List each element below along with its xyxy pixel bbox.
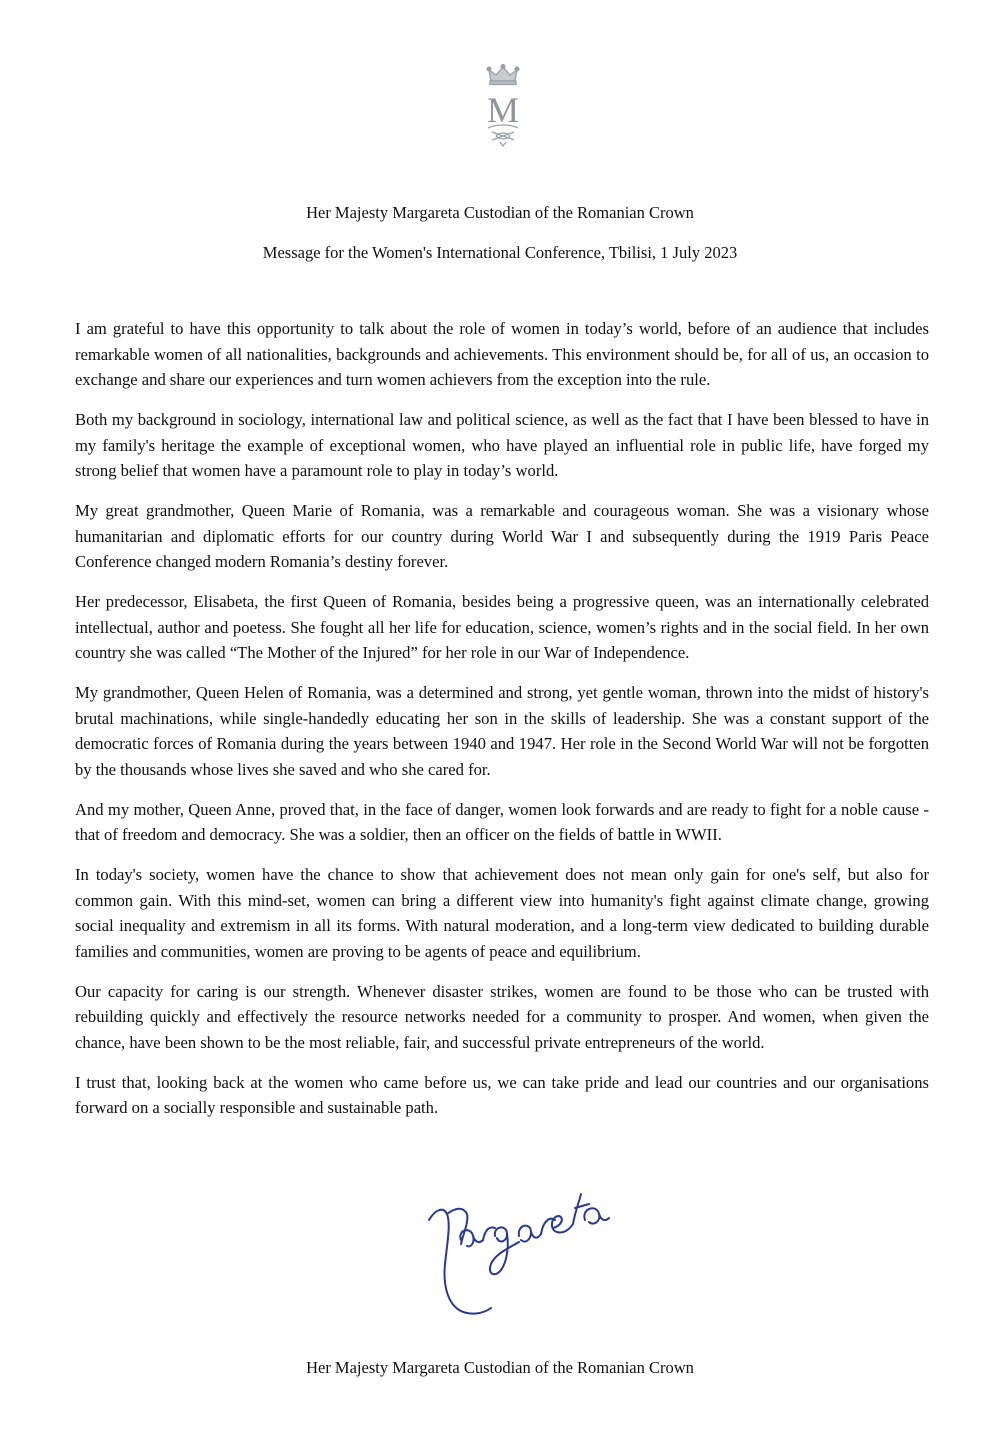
royal-monogram-logo <box>474 64 532 150</box>
paragraph: I trust that, looking back at the women who came before us, we can take pride and lead our countries and our organisations forward on a socially responsible and sustainable path. <box>75 1072 929 1117</box>
header-subtitle: Message for the Women's International Conference, Tbilisi, 1 July 2023 <box>262 243 738 262</box>
paragraph: Her predecessor, Elisabeta, the first Queen of Romania, besides being a progressive queen, was an internationally celebrated intellectual, author and poetess. She fought all her life for education, science, women’s rights and in the social field. In her own country she was called “The Mother of the Injured” for her role in our War of Independence. <box>75 592 929 662</box>
handwritten-signature <box>425 1184 610 1322</box>
paragraph: In today's society, women have the chance to show that achievement does not mean only gain for one's self, but also for common gain. With this mind-set, women can bring a different view into humanity's fight against climate change, growing social inequality and extremism in all its forms. With natural moderation, and a long-term view dedicated to building durable families and communities, women are proving to be agents of peace and equilibrium. <box>75 865 929 961</box>
closing-signature-line: Her Majesty Margareta Custodian of the Romanian Crown <box>306 1358 694 1377</box>
letter-body <box>75 316 929 1135</box>
paragraph: And my mother, Queen Anne, proved that, in the face of danger, women look forwards and are ready to fight for a noble cause - that of freedom and democracy. She was a soldier, then an officer on the fields of battle in WWII. <box>75 799 929 844</box>
paragraph: Both my background in sociology, international law and political science, as well as the fact that I have been blessed to have in my family's heritage the example of exceptional women, who have played an influential role in public life, have forged my strong belief that women have a paramount role to play in today’s world. <box>75 410 929 480</box>
header-title: Her Majesty Margareta Custodian of the Romanian Crown <box>306 203 694 222</box>
paragraph: My great grandmother, Queen Marie of Romania, was a remarkable and courageous woman. She was a visionary whose humanitarian and diplomatic efforts for our country during World War I and subsequently during the 1919 Paris Peace Conference changed modern Romania’s destiny forever. <box>75 501 929 571</box>
paragraph: My grandmother, Queen Helen of Romania, was a determined and strong, yet gentle woman, thrown into the midst of history's brutal machinations, while single-handedly educating her son in the skills of leadership. She was a constant support of the democratic forces of Romania during the years between 1940 and 1947. Her role in the Second World War will not be forgotten by the thousands whose lives she saved and who she cared for. <box>75 683 929 779</box>
paragraph: I am grateful to have this opportunity to talk about the role of women in today’s world, before of an audience that includes remarkable women of all nationalities, backgrounds and achievements. This environment should be, for all of us, an occasion to exchange and share our experiences and turn women achievers from the exception into the rule. <box>75 319 929 389</box>
monogram-letter: M <box>486 90 520 130</box>
paragraph: Our capacity for caring is our strength. Whenever disaster strikes, women are found to be those who can be trusted with rebuilding quickly and effectively the resource networks needed for a community to prosper. And women, when given the chance, have been shown to be the most reliable, fair, and successful private entrepreneurs of the world. <box>75 981 929 1052</box>
